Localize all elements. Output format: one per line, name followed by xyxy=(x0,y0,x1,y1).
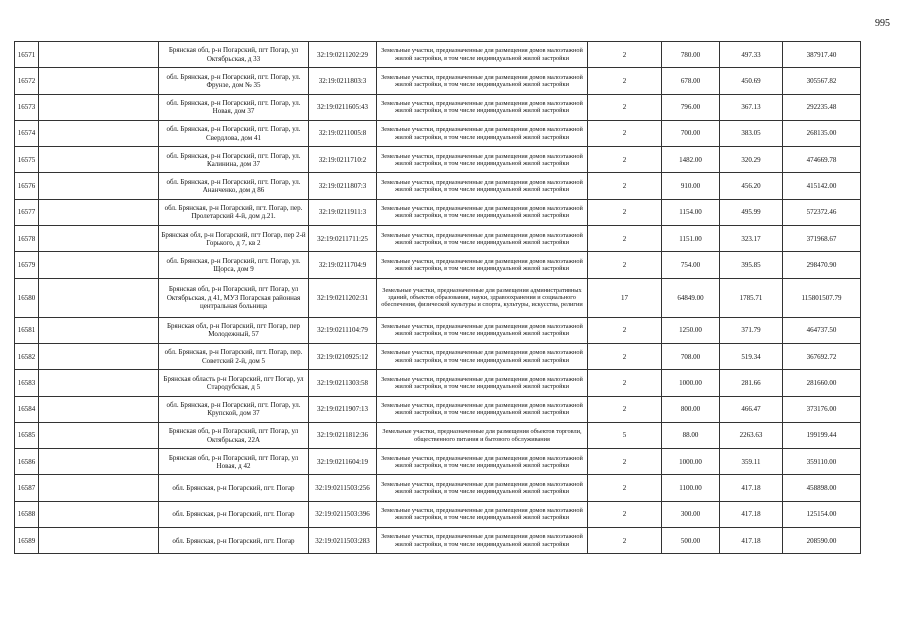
specific-value-cell: 367.13 xyxy=(720,94,783,120)
land-use-cell: Земельные участки, предназначенные для размещения домов малоэтажной жилой застройки, в том числе индивидуальной жилой застройки xyxy=(377,475,588,501)
area-cell: 1250.00 xyxy=(662,317,720,343)
group-cell: 2 xyxy=(588,449,662,475)
specific-value-cell: 497.33 xyxy=(720,42,783,68)
cadastral-value-cell: 305567.82 xyxy=(783,68,861,94)
blank-cell xyxy=(39,475,159,501)
cadastral-number-cell: 32:19:0211005:8 xyxy=(309,120,377,146)
specific-value-cell: 466.47 xyxy=(720,396,783,422)
specific-value-cell: 281.66 xyxy=(720,370,783,396)
specific-value-cell: 417.18 xyxy=(720,475,783,501)
table-row xyxy=(15,475,861,501)
group-cell: 17 xyxy=(588,278,662,317)
land-use-cell: Земельные участки, предназначенные для размещения домов малоэтажной жилой застройки, в том числе индивидуальной жилой застройки xyxy=(377,370,588,396)
table-row xyxy=(15,317,861,343)
cadastral-value-cell: 292235.48 xyxy=(783,94,861,120)
row-number-cell: 16575 xyxy=(15,147,39,173)
cadastral-value-cell: 268135.00 xyxy=(783,120,861,146)
address-cell: обл. Брянская, р-н Погарский, пгт. Погар, ул. Ананченко, дом д 86 xyxy=(159,173,309,199)
cadastral-value-cell: 415142.00 xyxy=(783,173,861,199)
specific-value-cell: 456.20 xyxy=(720,173,783,199)
table-row xyxy=(15,396,861,422)
address-cell: Брянская обл, р-н Погарский, пгт Погар, пер Молодежный, 57 xyxy=(159,317,309,343)
specific-value-cell: 320.29 xyxy=(720,147,783,173)
table-row xyxy=(15,226,861,252)
group-cell: 2 xyxy=(588,528,662,554)
group-cell: 2 xyxy=(588,42,662,68)
specific-value-cell: 323.17 xyxy=(720,226,783,252)
blank-cell xyxy=(39,370,159,396)
land-use-cell: Земельные участки, предназначенные для размещения домов малоэтажной жилой застройки, в том числе индивидуальной жилой застройки xyxy=(377,68,588,94)
row-number-cell: 16583 xyxy=(15,370,39,396)
area-cell: 796.00 xyxy=(662,94,720,120)
group-cell: 2 xyxy=(588,68,662,94)
address-cell: обл. Брянская, р-н Погарский, пгт. Погар xyxy=(159,528,309,554)
blank-cell xyxy=(39,42,159,68)
row-number-cell: 16587 xyxy=(15,475,39,501)
blank-cell xyxy=(39,422,159,448)
cadastral-number-cell: 32:19:0210925:12 xyxy=(309,343,377,369)
land-use-cell: Земельные участки, предназначенные для размещения домов малоэтажной жилой застройки, в том числе индивидуальной жилой застройки xyxy=(377,501,588,527)
group-cell: 2 xyxy=(588,343,662,369)
cadastral-value-cell: 572372.46 xyxy=(783,199,861,225)
area-cell: 800.00 xyxy=(662,396,720,422)
table-row xyxy=(15,68,861,94)
specific-value-cell: 383.05 xyxy=(720,120,783,146)
cadastral-number-cell: 32:19:0211803:3 xyxy=(309,68,377,94)
specific-value-cell: 2263.63 xyxy=(720,422,783,448)
cadastral-value-cell: 458898.00 xyxy=(783,475,861,501)
cadastral-value-cell: 125154.00 xyxy=(783,501,861,527)
row-number-cell: 16576 xyxy=(15,173,39,199)
blank-cell xyxy=(39,199,159,225)
cadastral-value-cell: 298470.90 xyxy=(783,252,861,278)
row-number-cell: 16582 xyxy=(15,343,39,369)
area-cell: 1151.00 xyxy=(662,226,720,252)
area-cell: 700.00 xyxy=(662,120,720,146)
cadastral-value-cell: 371968.67 xyxy=(783,226,861,252)
area-cell: 1100.00 xyxy=(662,475,720,501)
blank-cell xyxy=(39,317,159,343)
land-use-cell: Земельные участки, предназначенные для размещения административных зданий, объектов образования, науки, здравоохранения и социального обеспечения, физической культуры и спорта, культуры, искусства, религии xyxy=(377,278,588,317)
cadastral-number-cell: 32:19:0211503:256 xyxy=(309,475,377,501)
group-cell: 2 xyxy=(588,475,662,501)
specific-value-cell: 371.79 xyxy=(720,317,783,343)
table-row xyxy=(15,449,861,475)
land-use-cell: Земельные участки, предназначенные для размещения домов малоэтажной жилой застройки, в том числе индивидуальной жилой застройки xyxy=(377,449,588,475)
table-row xyxy=(15,528,861,554)
area-cell: 64849.00 xyxy=(662,278,720,317)
table-row xyxy=(15,370,861,396)
cadastral-number-cell: 32:19:0211605:43 xyxy=(309,94,377,120)
blank-cell xyxy=(39,68,159,94)
group-cell: 2 xyxy=(588,94,662,120)
land-use-cell: Земельные участки, предназначенные для размещения домов малоэтажной жилой застройки, в том числе индивидуальной жилой застройки xyxy=(377,396,588,422)
table-row xyxy=(15,252,861,278)
address-cell: Брянская обл, р-н Погарский, пгт Погар, пер 2-й Горького, д 7, кв 2 xyxy=(159,226,309,252)
row-number-cell: 16588 xyxy=(15,501,39,527)
group-cell: 2 xyxy=(588,252,662,278)
specific-value-cell: 417.18 xyxy=(720,501,783,527)
table-row xyxy=(15,501,861,527)
area-cell: 1482.00 xyxy=(662,147,720,173)
cadastral-number-cell: 32:19:0211710:2 xyxy=(309,147,377,173)
row-number-cell: 16577 xyxy=(15,199,39,225)
blank-cell xyxy=(39,94,159,120)
table-row xyxy=(15,120,861,146)
row-number-cell: 16584 xyxy=(15,396,39,422)
address-cell: обл. Брянская, р-н Погарский, пгт. Погар, пер. Советский 2-й, дом 5 xyxy=(159,343,309,369)
area-cell: 88.00 xyxy=(662,422,720,448)
cadastral-number-cell: 32:19:0211202:31 xyxy=(309,278,377,317)
cadastral-value-cell: 208590.00 xyxy=(783,528,861,554)
cadastral-value-cell: 115801507.79 xyxy=(783,278,861,317)
cadastral-number-cell: 32:19:0211704:9 xyxy=(309,252,377,278)
cadastral-value-table xyxy=(14,41,861,554)
cadastral-value-cell: 474669.78 xyxy=(783,147,861,173)
group-cell: 5 xyxy=(588,422,662,448)
table-row xyxy=(15,42,861,68)
blank-cell xyxy=(39,528,159,554)
address-cell: обл. Брянская, р-н Погарский, пгт. Погар, ул. Фрунзе, дом № 35 xyxy=(159,68,309,94)
cadastral-number-cell: 32:19:0211711:25 xyxy=(309,226,377,252)
group-cell: 2 xyxy=(588,226,662,252)
group-cell: 2 xyxy=(588,396,662,422)
cadastral-number-cell: 32:19:0211503:396 xyxy=(309,501,377,527)
row-number-cell: 16589 xyxy=(15,528,39,554)
group-cell: 2 xyxy=(588,501,662,527)
cadastral-value-cell: 373176.00 xyxy=(783,396,861,422)
address-cell: Брянская обл, р-н Погарский, пгт Погар, ул Октябрьская, д 41, МУЗ Погарская районная центральная больница xyxy=(159,278,309,317)
table-row xyxy=(15,173,861,199)
specific-value-cell: 1785.71 xyxy=(720,278,783,317)
page-number: 995 xyxy=(875,18,890,29)
row-number-cell: 16571 xyxy=(15,42,39,68)
address-cell: обл. Брянская, р-н Погарский, пгт. Погар, пер. Пролетарский 4-й, дом д.21. xyxy=(159,199,309,225)
cadastral-number-cell: 32:19:0211911:3 xyxy=(309,199,377,225)
specific-value-cell: 519.34 xyxy=(720,343,783,369)
specific-value-cell: 495.99 xyxy=(720,199,783,225)
table-row xyxy=(15,278,861,317)
land-use-cell: Земельные участки, предназначенные для размещения домов малоэтажной жилой застройки, в том числе индивидуальной жилой застройки xyxy=(377,343,588,369)
land-use-cell: Земельные участки, предназначенные для размещения домов малоэтажной жилой застройки, в том числе индивидуальной жилой застройки xyxy=(377,199,588,225)
area-cell: 1000.00 xyxy=(662,370,720,396)
blank-cell xyxy=(39,278,159,317)
row-number-cell: 16578 xyxy=(15,226,39,252)
land-use-cell: Земельные участки, предназначенные для размещения домов малоэтажной жилой застройки, в том числе индивидуальной жилой застройки xyxy=(377,317,588,343)
address-cell: обл. Брянская, р-н Погарский, пгт. Погар, ул. Калинина, дом 37 xyxy=(159,147,309,173)
land-use-cell: Земельные участки, предназначенные для размещения домов малоэтажной жилой застройки, в том числе индивидуальной жилой застройки xyxy=(377,94,588,120)
address-cell: обл. Брянская, р-н Погарский, пгт. Погар, ул. Крупской, дом 37 xyxy=(159,396,309,422)
area-cell: 500.00 xyxy=(662,528,720,554)
cadastral-value-cell: 281660.00 xyxy=(783,370,861,396)
cadastral-value-cell: 199199.44 xyxy=(783,422,861,448)
table-row xyxy=(15,343,861,369)
group-cell: 2 xyxy=(588,147,662,173)
area-cell: 1000.00 xyxy=(662,449,720,475)
table-row xyxy=(15,422,861,448)
specific-value-cell: 395.85 xyxy=(720,252,783,278)
blank-cell xyxy=(39,147,159,173)
land-use-cell: Земельные участки, предназначенные для размещения объектов торговли, общественного питания и бытового обслуживания xyxy=(377,422,588,448)
table-row xyxy=(15,147,861,173)
address-cell: обл. Брянская, р-н Погарский, пгт. Погар, ул. Щорса, дом 9 xyxy=(159,252,309,278)
cadastral-value-cell: 464737.50 xyxy=(783,317,861,343)
specific-value-cell: 417.18 xyxy=(720,528,783,554)
area-cell: 910.00 xyxy=(662,173,720,199)
table-row xyxy=(15,94,861,120)
land-use-cell: Земельные участки, предназначенные для размещения домов малоэтажной жилой застройки, в том числе индивидуальной жилой застройки xyxy=(377,173,588,199)
row-number-cell: 16574 xyxy=(15,120,39,146)
row-number-cell: 16586 xyxy=(15,449,39,475)
address-cell: обл. Брянская, р-н Погарский, пгт. Погар xyxy=(159,475,309,501)
land-use-cell: Земельные участки, предназначенные для размещения домов малоэтажной жилой застройки, в том числе индивидуальной жилой застройки xyxy=(377,226,588,252)
blank-cell xyxy=(39,501,159,527)
land-use-cell: Земельные участки, предназначенные для размещения домов малоэтажной жилой застройки, в том числе индивидуальной жилой застройки xyxy=(377,120,588,146)
area-cell: 754.00 xyxy=(662,252,720,278)
land-use-cell: Земельные участки, предназначенные для размещения домов малоэтажной жилой застройки, в том числе индивидуальной жилой застройки xyxy=(377,252,588,278)
blank-cell xyxy=(39,343,159,369)
address-cell: Брянская обл, р-н Погарский, пгт Погар, ул Октябрьская, 22А xyxy=(159,422,309,448)
land-use-cell: Земельные участки, предназначенные для размещения домов малоэтажной жилой застройки, в том числе индивидуальной жилой застройки xyxy=(377,42,588,68)
land-use-cell: Земельные участки, предназначенные для размещения домов малоэтажной жилой застройки, в том числе индивидуальной жилой застройки xyxy=(377,147,588,173)
cadastral-number-cell: 32:19:0211104:79 xyxy=(309,317,377,343)
address-cell: обл. Брянская, р-н Погарский, пгт. Погар, ул. Новая, дом 37 xyxy=(159,94,309,120)
address-cell: Брянская область р-н Погарский, пгт Погар, ул Стародубская, д 5 xyxy=(159,370,309,396)
cadastral-number-cell: 32:19:0211604:19 xyxy=(309,449,377,475)
group-cell: 2 xyxy=(588,173,662,199)
row-number-cell: 16572 xyxy=(15,68,39,94)
blank-cell xyxy=(39,449,159,475)
area-cell: 678.00 xyxy=(662,68,720,94)
blank-cell xyxy=(39,120,159,146)
group-cell: 2 xyxy=(588,120,662,146)
blank-cell xyxy=(39,252,159,278)
blank-cell xyxy=(39,173,159,199)
cadastral-number-cell: 32:19:0211807:3 xyxy=(309,173,377,199)
cadastral-value-cell: 387917.40 xyxy=(783,42,861,68)
cadastral-number-cell: 32:19:0211202:29 xyxy=(309,42,377,68)
address-cell: Брянская обл, р-н Погарский, пгт Погар, ул Новая, д 42 xyxy=(159,449,309,475)
address-cell: обл. Брянская, р-н Погарский, пгт. Погар, ул. Свердлова, дом 41 xyxy=(159,120,309,146)
cadastral-value-cell: 367692.72 xyxy=(783,343,861,369)
cadastral-number-cell: 32:19:0211812:36 xyxy=(309,422,377,448)
row-number-cell: 16581 xyxy=(15,317,39,343)
specific-value-cell: 450.69 xyxy=(720,68,783,94)
cadastral-number-cell: 32:19:0211503:283 xyxy=(309,528,377,554)
group-cell: 2 xyxy=(588,317,662,343)
cadastral-number-cell: 32:19:0211907:13 xyxy=(309,396,377,422)
blank-cell xyxy=(39,226,159,252)
cadastral-number-cell: 32:19:0211303:58 xyxy=(309,370,377,396)
specific-value-cell: 359.11 xyxy=(720,449,783,475)
cadastral-value-cell: 359110.00 xyxy=(783,449,861,475)
group-cell: 2 xyxy=(588,370,662,396)
row-number-cell: 16573 xyxy=(15,94,39,120)
group-cell: 2 xyxy=(588,199,662,225)
blank-cell xyxy=(39,396,159,422)
area-cell: 300.00 xyxy=(662,501,720,527)
area-cell: 708.00 xyxy=(662,343,720,369)
row-number-cell: 16585 xyxy=(15,422,39,448)
area-cell: 1154.00 xyxy=(662,199,720,225)
address-cell: обл. Брянская, р-н Погарский, пгт. Погар xyxy=(159,501,309,527)
address-cell: Брянская обл, р-н Погарский, пгт Погар, ул Октябрьская, д 33 xyxy=(159,42,309,68)
area-cell: 780.00 xyxy=(662,42,720,68)
row-number-cell: 16579 xyxy=(15,252,39,278)
land-use-cell: Земельные участки, предназначенные для размещения домов малоэтажной жилой застройки, в том числе индивидуальной жилой застройки xyxy=(377,528,588,554)
table-row xyxy=(15,199,861,225)
row-number-cell: 16580 xyxy=(15,278,39,317)
